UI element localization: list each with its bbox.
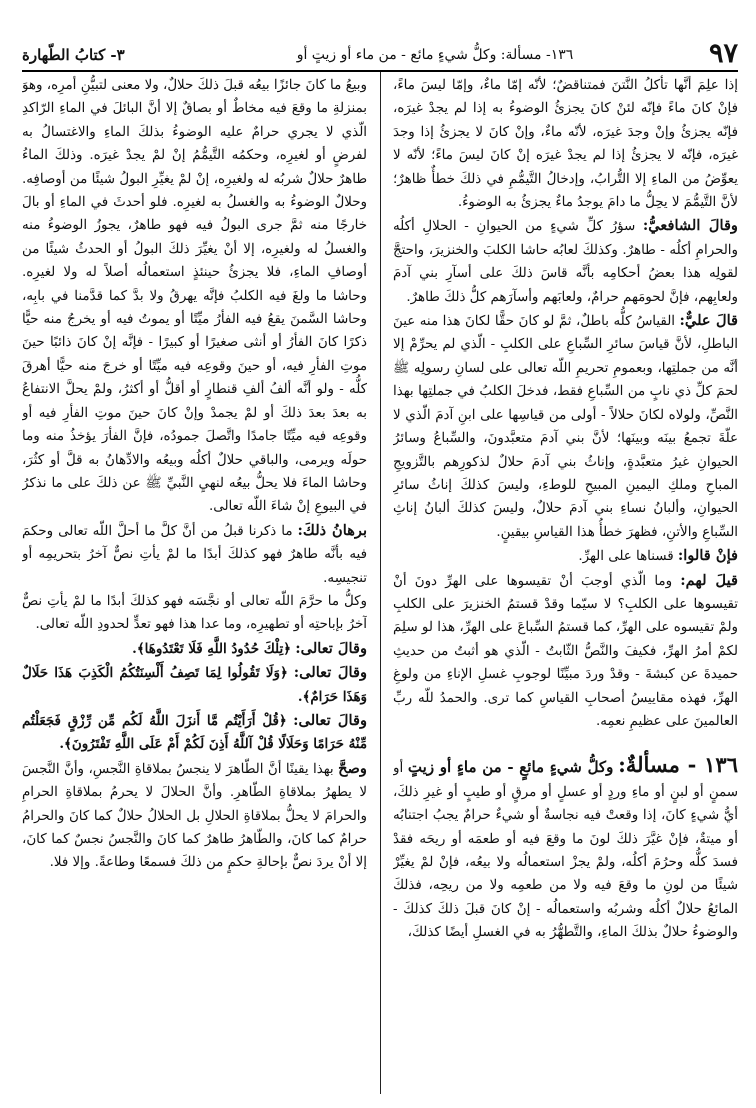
mas-ala-number: ١٣٦ - مسألةٌ:: [618, 752, 738, 778]
column-divider: [380, 72, 381, 1094]
paragraph-text: القياسُ كلُّه باطلٌ، ثمَّ لو كانَ حقًّا لكانَ هذا منه عينَ الباطلِ، لأنَّ قياسَ سائرِ السِّباعِ على الكلبِ - الّذي لم يحرِّمْ إلا أنَّه من جملتِها، وبعمومِ تحريمِ اللّه تعالى على لسانِ رسولِه ﷺ لحمَ كلِّ ذي نابٍ من السِّباعِ فقط، فدخلَ الكلبُ في جملتِها بهذا النَّصِّ، ولولاه لكانَ حلالاً - أولى من قياسِها على ابنِ آدمَ الّذي لا علّةَ تجمعُ بينَه وبينَها؛ لأنَّ بني آدمَ متعبَّدونَ، والسِّباعُ وسائرُ الحيوانِ غيرُ متعبَّدةٍ، وإناثُ بني آدمَ حلالٌ لذكورِهم بالتَّزويجِ المباحِ وملكِ اليمينِ المبيحِ للوطءِ، وليسَ كذلكَ إناثُ سائرِ الحيوانِ، وألبانُ نساءِ بني آدمَ حلالٌ، وليسَ كذلكَ ألبانُ إناثِ السِّباعِ والأتنِ، فظهرَ خطأُ هذا القياسِ بيقينٍ.: [393, 314, 738, 540]
paragraph: [22, 637, 367, 661]
mas-ala-136: [393, 753, 738, 944]
paragraph: [22, 590, 367, 637]
paragraph-text: ما ذكرنا قبلُ من أنَّ كلَّ ما أحلَّ اللّه تعالى وحكمَ فيه بأنَّه طاهرٌ فهو كذلكَ أبدًا ما لمْ يأتِ نصٌّ آخرُ بتحريمِه أو تنجيسِه.: [22, 523, 367, 586]
paragraph-text: قسناها على الهرِّ.: [578, 549, 674, 565]
running-header: [22, 38, 738, 68]
paragraph-text: وكلُّ ما حرَّمَ اللّه تعالى أو نجَّسَه فهو كذلكَ أبدًا ما لمْ يأتِ نصٌّ آخرُ بإباحتِه أو تطهيرِه، وما عدا هذا فهو تعدٍّ لحدودِ اللّه تعالى.: [22, 593, 367, 633]
paragraph: [393, 309, 738, 544]
paragraph-text: إذا علِمَ أنَّها تأكلُ النَّتنَ فمتناقضٌ؛ لأنّه إمّا ماءٌ، وإمّا ليسَ ماءً، فإنْ كانَ ماءً فإنّه لئنْ كانَ يجزئُ الوضوءُ به إذا لم يجدْ غيرَه، فإنّه يجزئُ وإنْ وجدَ غيرَه، لأنّه ماءٌ، وإنْ كانَ لا يجزئُ إذا وجدَ غيرَه، فإنّه لا يجزئُ إذا لم يجدْ غيرَه إنْ كانَ ليسَ ماءً؛ لأنّه لا يعوِّضُ من الماءِ إلا التُّرابُ، وإدخالُ التَّيمُّمِ في ذلكَ خطأٌ ظاهرٌ؛ لأنَّ التَّيمُّمَ لا يحِلُّ ما دامَ يوجدُ ماءٌ يجزئُ به الوضوءُ.: [393, 78, 738, 211]
paragraph-label: وقالَ تعالى:: [293, 711, 367, 729]
quran-verse: ﴿وَلَا تَقُولُوا لِمَا تَصِفُ أَلْسِنَتُكُمُ الْكَذِبَ هَذَا حَلَالٌ وَهَذَا حَرَامٌ﴾.: [22, 665, 367, 705]
paragraph-label: وصحَّ: [338, 759, 367, 777]
paragraph-label: قيلَ لهم:: [680, 571, 738, 589]
paragraph-label: وقالَ تعالى:: [295, 639, 367, 657]
paragraph: [22, 74, 367, 519]
paragraph: [22, 519, 367, 590]
paragraph: [22, 757, 367, 875]
paragraph: [22, 661, 367, 709]
book-title: ٣- كتابُ الطّهارة: [22, 46, 125, 64]
paragraph-text: بهذا يقينًا أنَّ الطّاهرَ لا ينجسُ بملاقاةِ النَّجسِ، وأنَّ النَّجسَ لا يطهرُ بملاقاةِ الطّاهرِ. وأنَّ الحلالَ لا يحرمُ بملاقاةِ الحرامِ والحرامَ لا يحلُّ بملاقاةِ الحلالِ بل الحلالُ حلالٌ كما كانَ والحرامُ حرامٌ كما كانَ، والطّاهرُ طاهرٌ كما كانَ والنَّجسُ نجسٌ كما كانَ، إلا أنْ يردَ نصٌّ بإحالةِ حكمٍ من ذلكَ فسمعًا وطاعةً. وإلا فلا.: [22, 761, 367, 871]
paragraph-label: وقالَ الشافعيُّ:: [642, 217, 738, 235]
paragraph: [393, 544, 738, 568]
paragraph-text: سؤرُ كلِّ شيءٍ من الحيوانِ - الحلالِ أكلُه والحرامِ أكلُه - طاهرٌ. وكذلكَ لعابُه حاشا الكلبَ والخنزيرَ، واحتجَّ لقولِه هذا بعضُ أحكامِه بأنَّه قاسَ ذلكَ على أسآرِ بني آدمَ ولعابِهم، فإنَّ لحومَهم حرامٌ، ولعابَهم وأسآرَهم كلُّ ذلكَ طاهرٌ.: [393, 219, 738, 305]
left-column: [22, 74, 367, 1094]
page-number: ٩٧: [708, 38, 738, 69]
paragraph: [393, 74, 738, 214]
paragraph-label: برهانُ ذلكَ:: [297, 521, 367, 539]
mas-ala-title: وكلُّ شيءٍ مائعٍ - من ماءٍ أو زيتٍ: [407, 758, 614, 777]
running-title: ١٣٦- مسألة: وكلُّ شيءٍ مائع - من ماء أو زيتٍ أو: [296, 47, 574, 63]
paragraph: [22, 709, 367, 757]
paragraph-label: فإنْ قالوا:: [677, 547, 738, 565]
right-column: [393, 74, 738, 1094]
paragraph: [393, 214, 738, 309]
paragraph-text: وبيعُ ما كانَ جائزًا بيعُه قبلَ ذلكَ حلالٌ، ولا معنى لتبيُّنِ أمرِه، وهوَ بمنزلةِ ما وقعَ فيه مخاطٌ أو بصاقٌ إلا أنَّ البائلَ في الماءِ الرّاكدِ الّذي لا يجري حرامٌ عليه الوضوءُ بذلكَ الماءِ والاغتسالُ به لفرضٍ أو لغيرِه، وحكمُه التَّيمُّمُ إنْ لمْ يجدْ غيرَه. وذلكَ الماءُ طاهرٌ حلالٌ شربُه له ولغيرِه، إنْ لمْ يغيِّرِ البولُ شيئًا من أوصافِه. وحلالٌ الوضوءُ به والغسلُ به لغيرِه. فلو أحدثَ في الماءِ أو بالَ خارجًا منه ثمَّ جرى البولُ فيه فهو طاهرٌ، يجوزُ الوضوءُ منه والغسلُ له ولغيرِه، إلا أنْ يغيِّرَ ذلكَ البولُ أو الحدثُ شيئًا من أوصافِ الماءِ، فلا يجزئُ حينئذٍ استعمالُه أصلاً له ولا لغيرِه. وحاشا ما ولغَ فيه الكلبُ فإنَّه يهرقُ ولا بدَّ كما قدَّمنا في بابِه، وحاشا السَّمنَ يقعُ فيه الفأرُ ميِّتًا أو يموتُ فيه أو يخرجُ منه حيًّا ذكرًا كانَ الفأرُ أو أنثى صغيرًا أو كبيرًا - فإنَّه إنْ كانَ ذائبًا حينَ موتِ الفأرِ فيه، أو حينَ وقوعِه فيه ميِّتًا أو خرجَ منه حيًّا أهرقَ كلُّه - ولو أنَّه ألفُ ألفِ قنطارٍ أو أقلُّ أو أكثرُ، ولمْ يحلَّ الانتفاعُ به بعدَ بعدَ ذلكَ أو لمْ يجمدْ وإنْ كانَ حينَ موتِ الفأرِ فيه أو وقوعِه فيه ميِّتًا جامدًا واتَّصلَ جمودُه، فإنَّ الفأرَ يؤخذُ منه وما حولَه ويرمى، والباقي حلالٌ أكلُه وبيعُه والادِّهانُ به قلَّ أو كثُرَ، وحاشا الماءَ فلا يحلُّ بيعُه لنهيِ النَّبيِّ ﷺ عن ذلكَ على ما نذكرُ في البيوعِ إنْ شاءَ اللّه تعالى.: [22, 78, 367, 515]
paragraph: [393, 569, 738, 734]
paragraph-label: وقالَ تعالى:: [293, 664, 367, 682]
quran-verse: ﴿تِلْكَ حُدُودُ اللَّهِ فَلَا تَعْتَدُوهَا﴾.: [132, 640, 292, 657]
paragraph-label: قالَ عليٌّ:: [679, 312, 738, 330]
quran-verse: ﴿قُلْ أَرَأَيْتُم مَّا أَنزَلَ اللَّهُ لَكُم مِّن رِّزْقٍ فَجَعَلْتُم مِّنْهُ حَرَامًا وَحَلَالًا قُلْ آللَّهُ أَذِنَ لَكُمْ أَمْ عَلَى اللَّهِ تَفْتَرُونَ﴾.: [22, 712, 367, 753]
paragraph-text: وما الّذي أوجبَ أنْ تقيسوها على الهرِّ دونَ أنْ تقيسوها على الكلبِ؟ لا سيّما وقدْ قستمُ الخنزيرَ على الكلبِ ولمْ تقيسوه على الهرِّ، كما قستمُ السِّباعَ على الهرِّ، هذا لو سلِمَ لكمْ أمرُ الهرِّ، فكيفَ والنَّصُّ الثّابتُ - الّذي هو أثبتُ من حديثِ حميدةَ عن كبشةَ - وقدْ وردَ مبيِّنًا لوجوبِ غسلِ الإناءِ من ولوغِ الهرِّ، فهذه مقاييسُ أصحابِ القياسِ كما ترى. والحمدُ للّه ربِّ العالمينَ على عظيمِ نعمِه.: [393, 573, 738, 729]
paragraph-text: أو سمنٍ أو لبنٍ أو ماءِ وردٍ أو عسلٍ أو مرقٍ أو طيبٍ أو غيرِ ذلكَ، أيُّ شيءٍ كانَ، إذا وقعتْ فيه نجاسةٌ أو شيءٌ حرامٌ يجبُ اجتنابُه أو ميتةٌ، فإنْ غيَّرَ ذلكَ لونَ ما وقعَ فيه أو طعمَه أو ريحَه فقدْ فسدَ كلُّه وحرُمَ أكلُه، ولمْ يجزْ استعمالُه ولا بيعُه، فإنْ لمْ يغيِّرْ شيئًا من لونِ ما وقعَ فيه ولا من طعمِه ولا من ريحِه، فذلكَ المائعُ حلالٌ أكلُه وشربُه واستعمالُه - إنْ كانَ قبلَ ذلكَ كذلكَ - والوضوءُ حلالٌ بذلكَ الماءِ، والتَّطهُّرُ به في الغسلِ أيضًا كذلكَ،: [393, 761, 738, 941]
